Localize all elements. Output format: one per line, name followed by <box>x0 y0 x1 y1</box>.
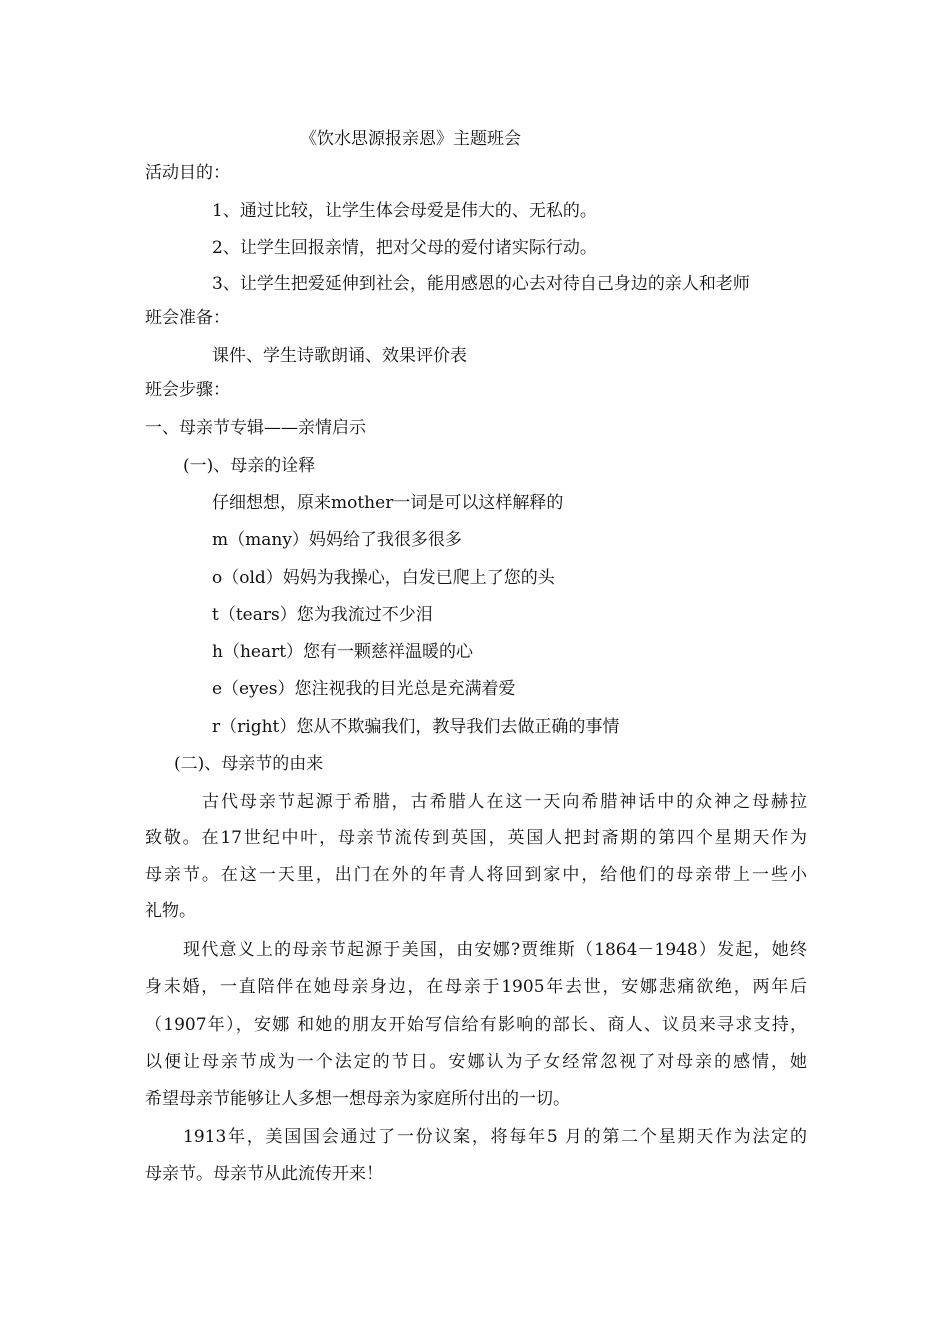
mother-line-t: t（tears）您为我流过不少泪 <box>212 605 433 625</box>
sub1-heading: (一)、母亲的诠释 <box>183 456 316 476</box>
goal-item-3: 3、让学生把爱延伸到社会，能用感恩的心去对待自己身边的亲人和老师 <box>212 274 750 294</box>
mother-line-e: e（eyes）您注视我的目光总是充满着爱 <box>212 679 516 699</box>
paragraph-line: 以便让母亲节成为一个法定的节日。安娜认为子女经常忽视了对母亲的感情，她 <box>145 1052 807 1072</box>
paragraph-line: 母亲节。母亲节从此流传开来！ <box>145 1164 383 1184</box>
mother-intro: 仔细想想，原来mother一词是可以这样解释的 <box>212 493 564 513</box>
part1-heading: 一、母亲节专辑——亲情启示 <box>145 418 366 438</box>
sub2-heading: (二)、母亲节的由来 <box>174 754 324 774</box>
paragraph-line: 希望母亲节能够让人多想一想母亲为家庭所付出的一切。 <box>145 1089 570 1109</box>
paragraph-line: 身未婚，一直陪伴在她母亲身边，在母亲于1905年去世，安娜悲痛欲绝，两年后 <box>145 977 807 997</box>
paragraph-line: 1913年，美国国会通过了一份议案，将每年5 月的第二个星期天作为法定的 <box>183 1127 807 1147</box>
paragraph-line: （1907年），安娜 和她的朋友开始写信给有影响的部长、商人、议员来寻求支持， <box>145 1015 807 1035</box>
goal-heading: 活动目的： <box>145 163 230 183</box>
prep-text: 课件、学生诗歌朗诵、效果评价表 <box>212 346 467 366</box>
paragraph-line: 母亲节。在这一天里，出门在外的年青人将回到家中，给他们的母亲带上一些小 <box>145 865 807 885</box>
page-title: 《饮水思源报亲恩》主题班会 <box>300 129 521 149</box>
mother-line-r: r（right）您从不欺骗我们，教导我们去做正确的事情 <box>212 717 620 737</box>
paragraph-line: 现代意义上的母亲节起源于美国，由安娜?贾维斯（1864－1948）发起，她终 <box>183 940 807 960</box>
goal-item-2: 2、让学生回报亲情，把对父母的爱付诸实际行动。 <box>212 238 597 258</box>
mother-line-m: m（many）妈妈给了我很多很多 <box>212 530 462 550</box>
steps-heading: 班会步骤： <box>145 380 230 400</box>
paragraph-line: 致敬。在17世纪中叶，母亲节流传到英国，英国人把封斋期的第四个星期天作为 <box>145 828 807 848</box>
mother-line-h: h（heart）您有一颗慈祥温暖的心 <box>212 642 474 662</box>
mother-line-o: o（old）妈妈为我操心，白发已爬上了您的头 <box>212 568 555 588</box>
paragraph-line: 礼物。 <box>145 901 196 921</box>
paragraph-line: 古代母亲节起源于希腊，古希腊人在这一天向希腊神话中的众神之母赫拉 <box>202 792 807 812</box>
goal-item-1: 1、通过比较，让学生体会母爱是伟大的、无私的。 <box>212 201 597 221</box>
prep-heading: 班会准备： <box>145 308 230 328</box>
